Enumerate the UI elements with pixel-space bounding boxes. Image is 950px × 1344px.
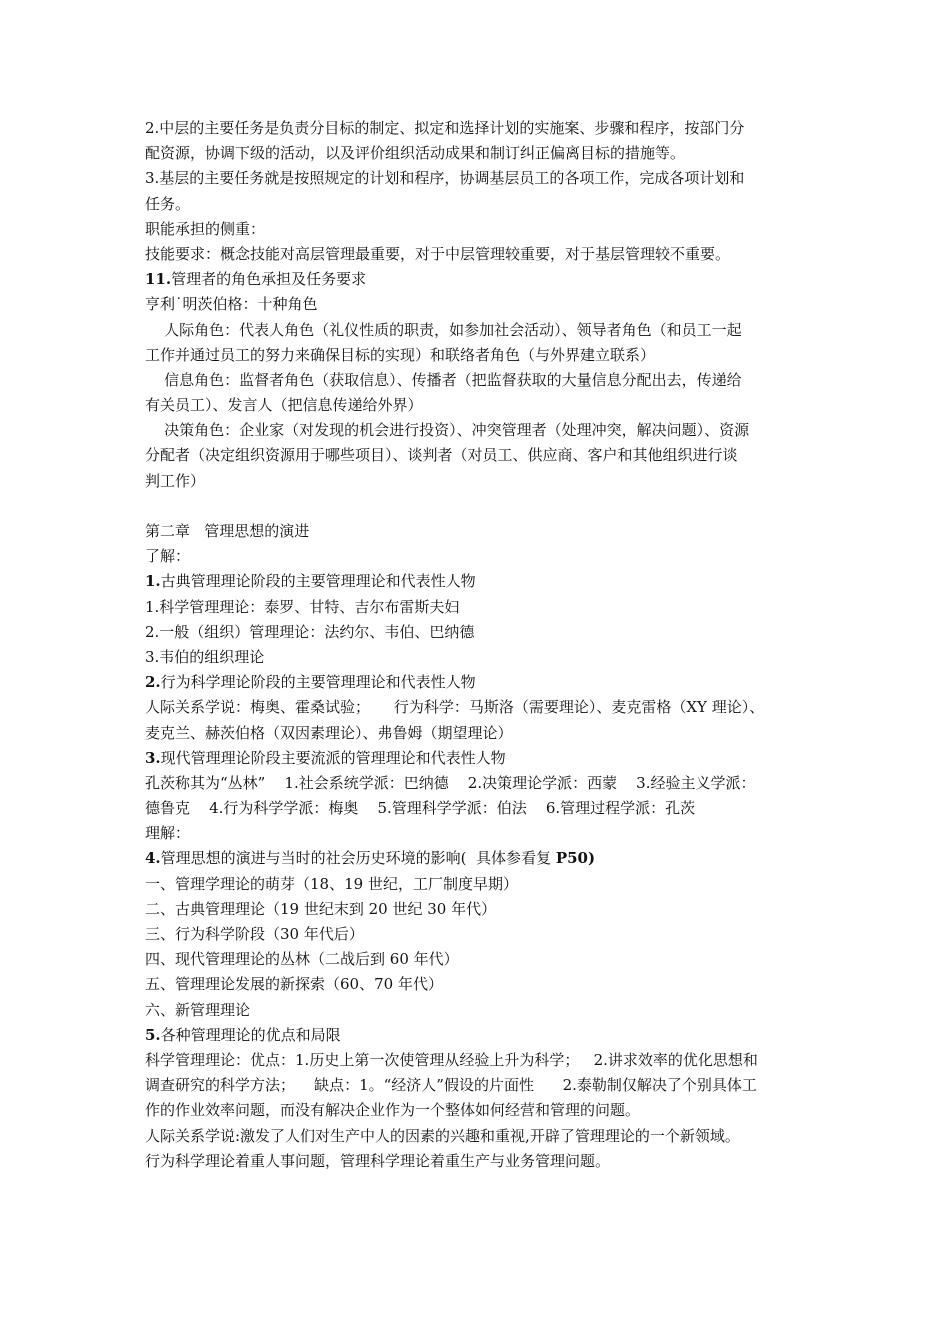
- section-number: 2.: [145, 673, 161, 692]
- text-line: 作的作业效率问题，而没有解决企业作为一个整体如何经营和管理的问题。: [145, 1101, 641, 1120]
- text-line: 三、行为科学阶段（30 年代后）: [145, 925, 364, 943]
- section-heading-text: 管理者的角色承担及任务要求: [171, 270, 367, 289]
- text-line: 孔茨称其为“丛林” 1.社会系统学派：巴纳德 2.决策理论学派：西蒙 3.经验主义学派：: [145, 773, 756, 792]
- section-heading: [145, 569, 815, 594]
- section-heading: [145, 267, 815, 292]
- section-heading-text: 古典管理理论阶段的主要管理理论和代表性人物: [160, 572, 476, 591]
- text-line: 一、管理学理论的萌芽（18、19 世纪，工厂制度早期）: [145, 874, 518, 893]
- text-line: 人际关系学说:激发了人们对生产中人的因素的兴趣和重视,开辟了管理理论的一个新领域。: [145, 1126, 740, 1145]
- text-line: 1.科学管理理论：泰罗、甘特、吉尔布雷斯夫妇: [145, 597, 460, 616]
- text-line: 职能承担的侧重：: [145, 219, 266, 238]
- text-line: 配资源，协调下级的活动，以及评价组织活动成果和制订纠正偏离目标的措施等。: [145, 144, 686, 163]
- section-heading-text: 行为科学理论阶段的主要管理理论和代表性人物: [160, 673, 476, 692]
- text-line: 麦克兰、赫茨伯格（双因素理论）、弗鲁姆（期望理论）: [145, 723, 513, 742]
- text-line: 判工作）: [145, 471, 206, 490]
- text-line: 2.中层的主要任务是负责分目标的制定、拟定和选择计划的实施案、步骤和程序，按部门分: [145, 119, 745, 137]
- document-body: [145, 116, 815, 1174]
- section-heading: [145, 746, 815, 771]
- text-line: 二、古典管理理论（19 世纪末到 20 世纪 30 年代）: [145, 899, 497, 918]
- text-line: 人际角色：代表人角色（礼仪性质的职责，如参加社会活动）、领导者角色（和员工一起: [145, 320, 742, 339]
- text-line: 技能要求：概念技能对高层管理最重要，对于中层管理较重要，对于基层管理较不重要。: [145, 244, 731, 263]
- blank-line: [145, 494, 815, 519]
- text-line: 了解：: [145, 547, 191, 566]
- text-line: 决策角色：企业家（对发现的机会进行投资）、冲突管理者（处理冲突，解决问题）、资源: [145, 421, 750, 440]
- chapter-title: 第二章 管理思想的演进: [145, 522, 310, 540]
- section-number: 11.: [145, 270, 172, 289]
- text-line: 行为科学理论着重人事问题，管理科学理论着重生产与业务管理问题。: [145, 1151, 611, 1170]
- text-line: 有关员工）、发言人（把信息传递给外界）: [145, 396, 423, 415]
- section-heading: [145, 1023, 815, 1048]
- section-heading-text: 各种管理理论的优点和局限: [160, 1025, 341, 1044]
- text-line: 分配者（决定组织资源用于哪些项目）、谈判者（对员工、供应商、客户和其他组织进行谈: [145, 446, 738, 465]
- text-line: 科学管理理论：优点：1.历史上第一次使管理从经验上升为科学； 2.讲求效率的优化思想和: [145, 1050, 758, 1069]
- text-line: 人际关系学说：梅奥、霍桑试验； 行为科学：马斯洛（需要理论）、麦克雷格（XY 理论）、: [145, 698, 765, 717]
- section-heading: [145, 670, 815, 695]
- text-line: 3.韦伯的组织理论: [145, 647, 265, 666]
- text-line: 六、新管理理论: [145, 1000, 251, 1019]
- text-line: 理解：: [145, 824, 191, 843]
- section-number: 1.: [145, 572, 161, 591]
- section-number: 4.: [145, 849, 161, 868]
- section-number: 5.: [145, 1025, 161, 1044]
- text-line: 调查研究的科学方法； 缺点：1。“经济人”假设的片面性 2.泰勒制仅解决了个别具体工: [145, 1076, 757, 1095]
- text-line: 2.一般（组织）管理理论：法约尔、韦伯、巴纳德: [145, 622, 475, 641]
- section-heading-text: 管理思想的演进与当时的社会历史环境的影响( 具体参看复: [160, 849, 556, 868]
- page-reference: P50): [555, 849, 596, 868]
- text-line: 亨利˙明茨伯格：十种角色: [145, 295, 318, 314]
- text-line: 信息角色：监督者角色（获取信息）、传播者（把监督获取的大量信息分配出去，传递给: [145, 370, 742, 389]
- text-line: 四、现代管理理论的丛林（二战后到 60 年代）: [145, 950, 459, 969]
- section-number: 3.: [145, 748, 161, 767]
- text-line: 任务。: [145, 194, 191, 213]
- section-heading: [145, 846, 815, 871]
- text-line: 3.基层的主要任务就是按照规定的计划和程序，协调基层员工的各项工作，完成各项计划和: [145, 169, 745, 188]
- section-heading-text: 现代管理理论阶段主要流派的管理理论和代表性人物: [160, 748, 506, 767]
- text-line: 五、管理理论发展的新探索（60、70 年代）: [145, 975, 443, 994]
- text-line: 工作并通过员工的努力来确保目标的实现）和联络者角色（与外界建立联系）: [145, 345, 656, 364]
- text-line: 德鲁克 4.行为科学学派：梅奥 5.管理科学学派：伯法 6.管理过程学派：孔茨: [145, 799, 696, 818]
